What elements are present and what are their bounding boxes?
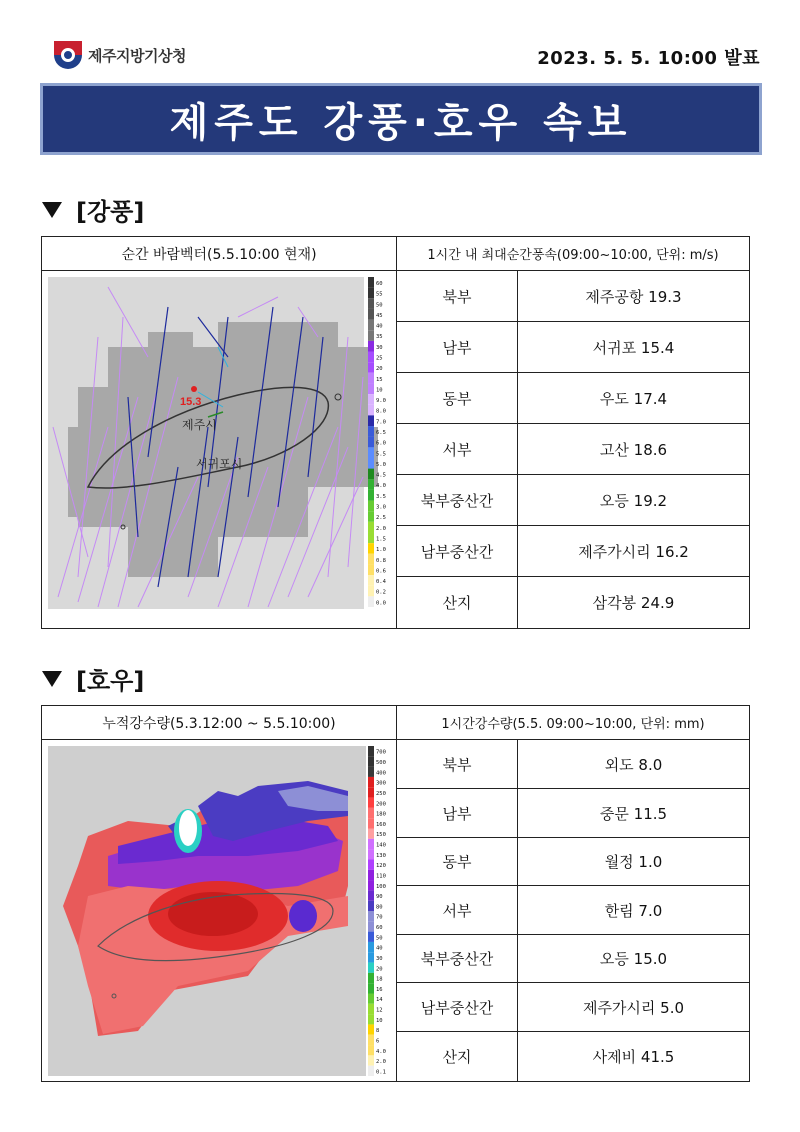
table-row: 북부중산간 오등 19.2 — [397, 475, 749, 526]
scale-label: 25 — [376, 355, 383, 362]
scale-swatch — [368, 522, 374, 533]
scale-swatch — [368, 921, 374, 931]
scale-label: 6.5 — [376, 430, 386, 437]
scale-label: 20 — [376, 966, 383, 973]
scale-label: 4.5 — [376, 472, 386, 479]
scale-label: 10 — [376, 1017, 383, 1024]
scale-label: 9.0 — [376, 398, 386, 405]
scale-swatch — [368, 767, 374, 777]
page-title: 제주도 강풍·호우 속보 — [169, 99, 633, 146]
scale-label: 500 — [376, 760, 386, 767]
scale-label: 3.5 — [376, 493, 386, 500]
table-row: 북부 외도 8.0 — [397, 740, 749, 789]
scale-swatch — [368, 330, 374, 341]
scale-label: 100 — [376, 883, 386, 890]
scale-swatch — [368, 383, 374, 394]
scale-label: 8 — [376, 1028, 380, 1035]
triangle-down-icon — [42, 671, 62, 687]
scale-swatch — [368, 963, 374, 973]
scale-swatch — [368, 849, 374, 859]
scale-swatch — [368, 426, 374, 437]
scale-label: 60 — [376, 925, 383, 932]
scale-swatch — [368, 777, 374, 787]
scale-swatch — [368, 880, 374, 890]
table-row: 북부 제주공항 19.3 — [397, 271, 749, 322]
scale-label: 0.1 — [376, 1069, 386, 1076]
scale-swatch — [368, 352, 374, 363]
scale-label: 120 — [376, 863, 386, 870]
scale-label: 80 — [376, 904, 383, 911]
scale-swatch — [368, 942, 374, 952]
scale-swatch — [368, 405, 374, 416]
scale-label: 150 — [376, 832, 386, 839]
table-row: 북부중산간 오등 15.0 — [397, 935, 749, 983]
agency-name: 제주지방기상청 — [88, 46, 186, 65]
rain-map-cell — [42, 740, 397, 1081]
city-label-seogwipo: 서귀포시 — [196, 457, 243, 471]
peak-wind-marker — [191, 386, 197, 392]
scale-label: 110 — [376, 873, 386, 880]
scale-label: 70 — [376, 914, 383, 921]
scale-swatch — [368, 309, 374, 320]
rain-map-caption: 누적강수량(5.3.12:00 ~ 5.5.10:00) — [42, 706, 397, 740]
scale-swatch — [368, 808, 374, 818]
scale-swatch — [368, 288, 374, 299]
issue-datetime: 2023. 5. 5. 10:00 발표 — [537, 48, 760, 69]
scale-swatch — [368, 298, 374, 309]
scale-swatch — [368, 1045, 374, 1055]
scale-swatch — [368, 362, 374, 373]
scale-label: 40 — [376, 945, 383, 952]
scale-label: 4.0 — [376, 1048, 386, 1055]
scale-label: 90 — [376, 894, 383, 901]
scale-label: 30 — [376, 955, 383, 962]
scale-label: 4.0 — [376, 483, 386, 490]
scale-label: 2.0 — [376, 525, 386, 532]
scale-label: 5.0 — [376, 461, 386, 468]
table-row: 산지 사제비 41.5 — [397, 1032, 749, 1081]
scale-label: 60 — [376, 280, 383, 287]
scale-swatch — [368, 554, 374, 565]
scale-label: 7.0 — [376, 419, 386, 426]
kma-logo-icon — [54, 41, 82, 69]
scale-label: 1.0 — [376, 547, 386, 554]
scale-swatch — [368, 532, 374, 543]
scale-swatch — [368, 373, 374, 384]
scale-swatch — [368, 787, 374, 797]
scale-swatch — [368, 586, 374, 597]
wind-table-caption: 1시간 내 최대순간풍속(09:00~10:00, 단위: m/s) — [397, 237, 749, 271]
scale-swatch — [368, 458, 374, 469]
wind-heading-text: [강풍] — [76, 198, 145, 226]
scale-swatch — [368, 596, 374, 607]
scale-label: 10 — [376, 387, 383, 394]
scale-swatch — [368, 447, 374, 458]
scale-label: 250 — [376, 790, 386, 797]
scale-swatch — [368, 511, 374, 522]
table-row: 남부 서귀포 15.4 — [397, 322, 749, 373]
scale-label: 0.2 — [376, 589, 386, 596]
scale-swatch — [368, 1004, 374, 1014]
scale-swatch — [368, 575, 374, 586]
scale-swatch — [368, 490, 374, 501]
peak-wind-label: 15.3 — [180, 396, 202, 408]
scale-label: 0.6 — [376, 568, 386, 575]
scale-label: 40 — [376, 323, 383, 330]
scale-swatch — [368, 479, 374, 490]
scale-swatch — [368, 756, 374, 766]
table-row: 남부중산간 제주가시리 16.2 — [397, 526, 749, 577]
scale-swatch — [368, 859, 374, 869]
agency-logo — [54, 40, 186, 70]
scale-label: 0.0 — [376, 600, 386, 607]
scale-label: 130 — [376, 852, 386, 859]
scale-swatch — [368, 994, 374, 1004]
rain-panel — [41, 705, 750, 1082]
scale-swatch — [368, 320, 374, 331]
scale-swatch — [368, 1066, 374, 1076]
scale-swatch — [368, 911, 374, 921]
scale-swatch — [368, 501, 374, 512]
scale-swatch — [368, 983, 374, 993]
scale-label: 200 — [376, 801, 386, 808]
scale-swatch — [368, 543, 374, 554]
rain-accumulation-map — [48, 746, 386, 1078]
scale-label: 15 — [376, 376, 383, 383]
scale-label: 140 — [376, 842, 386, 849]
scale-swatch — [368, 973, 374, 983]
scale-swatch — [368, 415, 374, 426]
triangle-down-icon — [42, 202, 62, 218]
scale-swatch — [368, 564, 374, 575]
city-label-jeju: 제주시 — [182, 418, 217, 432]
scale-label: 16 — [376, 986, 383, 993]
scale-swatch — [368, 818, 374, 828]
scale-label: 2.5 — [376, 515, 386, 522]
page-header — [40, 36, 760, 76]
rain-heading-text: [호우] — [76, 667, 145, 695]
scale-label: 2.0 — [376, 1059, 386, 1066]
scale-swatch — [368, 1014, 374, 1024]
scale-swatch — [368, 277, 374, 288]
scale-swatch — [368, 890, 374, 900]
table-row: 동부 월정 1.0 — [397, 838, 749, 886]
table-row: 동부 우도 17.4 — [397, 373, 749, 424]
scale-swatch — [368, 952, 374, 962]
scale-label: 0.4 — [376, 579, 386, 586]
rain-color-scale — [368, 746, 386, 1076]
scale-label: 700 — [376, 749, 386, 756]
title-banner — [40, 83, 762, 155]
scale-label: 12 — [376, 1007, 383, 1014]
scale-swatch — [368, 798, 374, 808]
table-row: 남부중산간 제주가시리 5.0 — [397, 983, 749, 1032]
wind-panel — [41, 236, 750, 629]
scale-swatch — [368, 901, 374, 911]
wind-map-cell — [42, 271, 397, 628]
scale-swatch — [368, 870, 374, 880]
scale-label: 18 — [376, 976, 383, 983]
scale-swatch — [368, 1024, 374, 1034]
scale-swatch — [368, 932, 374, 942]
wind-vector-map — [48, 277, 386, 617]
wind-color-scale — [368, 277, 387, 607]
table-row: 남부 중문 11.5 — [397, 789, 749, 838]
scale-label: 14 — [376, 997, 383, 1004]
rain-table-caption: 1시간강수량(5.5. 09:00~10:00, 단위: mm) — [397, 706, 749, 740]
scale-label: 6 — [376, 1038, 380, 1045]
scale-label: 180 — [376, 811, 386, 818]
scale-label: 6.0 — [376, 440, 386, 447]
scale-label: 0.8 — [376, 557, 386, 564]
wind-section-heading — [42, 192, 144, 227]
scale-label: 50 — [376, 935, 383, 942]
scale-swatch — [368, 1035, 374, 1045]
table-row: 산지 삼각봉 24.9 — [397, 577, 749, 628]
scale-label: 160 — [376, 821, 386, 828]
scale-swatch — [368, 829, 374, 839]
scale-swatch — [368, 839, 374, 849]
table-row: 서부 고산 18.6 — [397, 424, 749, 475]
scale-label: 45 — [376, 312, 383, 319]
scale-swatch — [368, 341, 374, 352]
scale-label: 1.5 — [376, 536, 386, 543]
scale-label: 20 — [376, 366, 383, 373]
scale-swatch — [368, 437, 374, 448]
scale-swatch — [368, 1055, 374, 1065]
scale-swatch — [368, 746, 374, 756]
rain-section-heading — [42, 661, 144, 696]
wind-map-caption: 순간 바람벡터(5.5.10:00 현재) — [42, 237, 397, 271]
scale-label: 55 — [376, 291, 383, 298]
scale-label: 35 — [376, 334, 383, 341]
scale-label: 300 — [376, 780, 386, 787]
table-row: 서부 한림 7.0 — [397, 886, 749, 935]
scale-label: 5.5 — [376, 451, 386, 458]
scale-label: 30 — [376, 344, 383, 351]
scale-swatch — [368, 469, 374, 480]
scale-label: 50 — [376, 302, 383, 309]
scale-swatch — [368, 394, 374, 405]
scale-label: 8.0 — [376, 408, 386, 415]
scale-label: 3.0 — [376, 504, 386, 511]
scale-label: 400 — [376, 770, 386, 777]
